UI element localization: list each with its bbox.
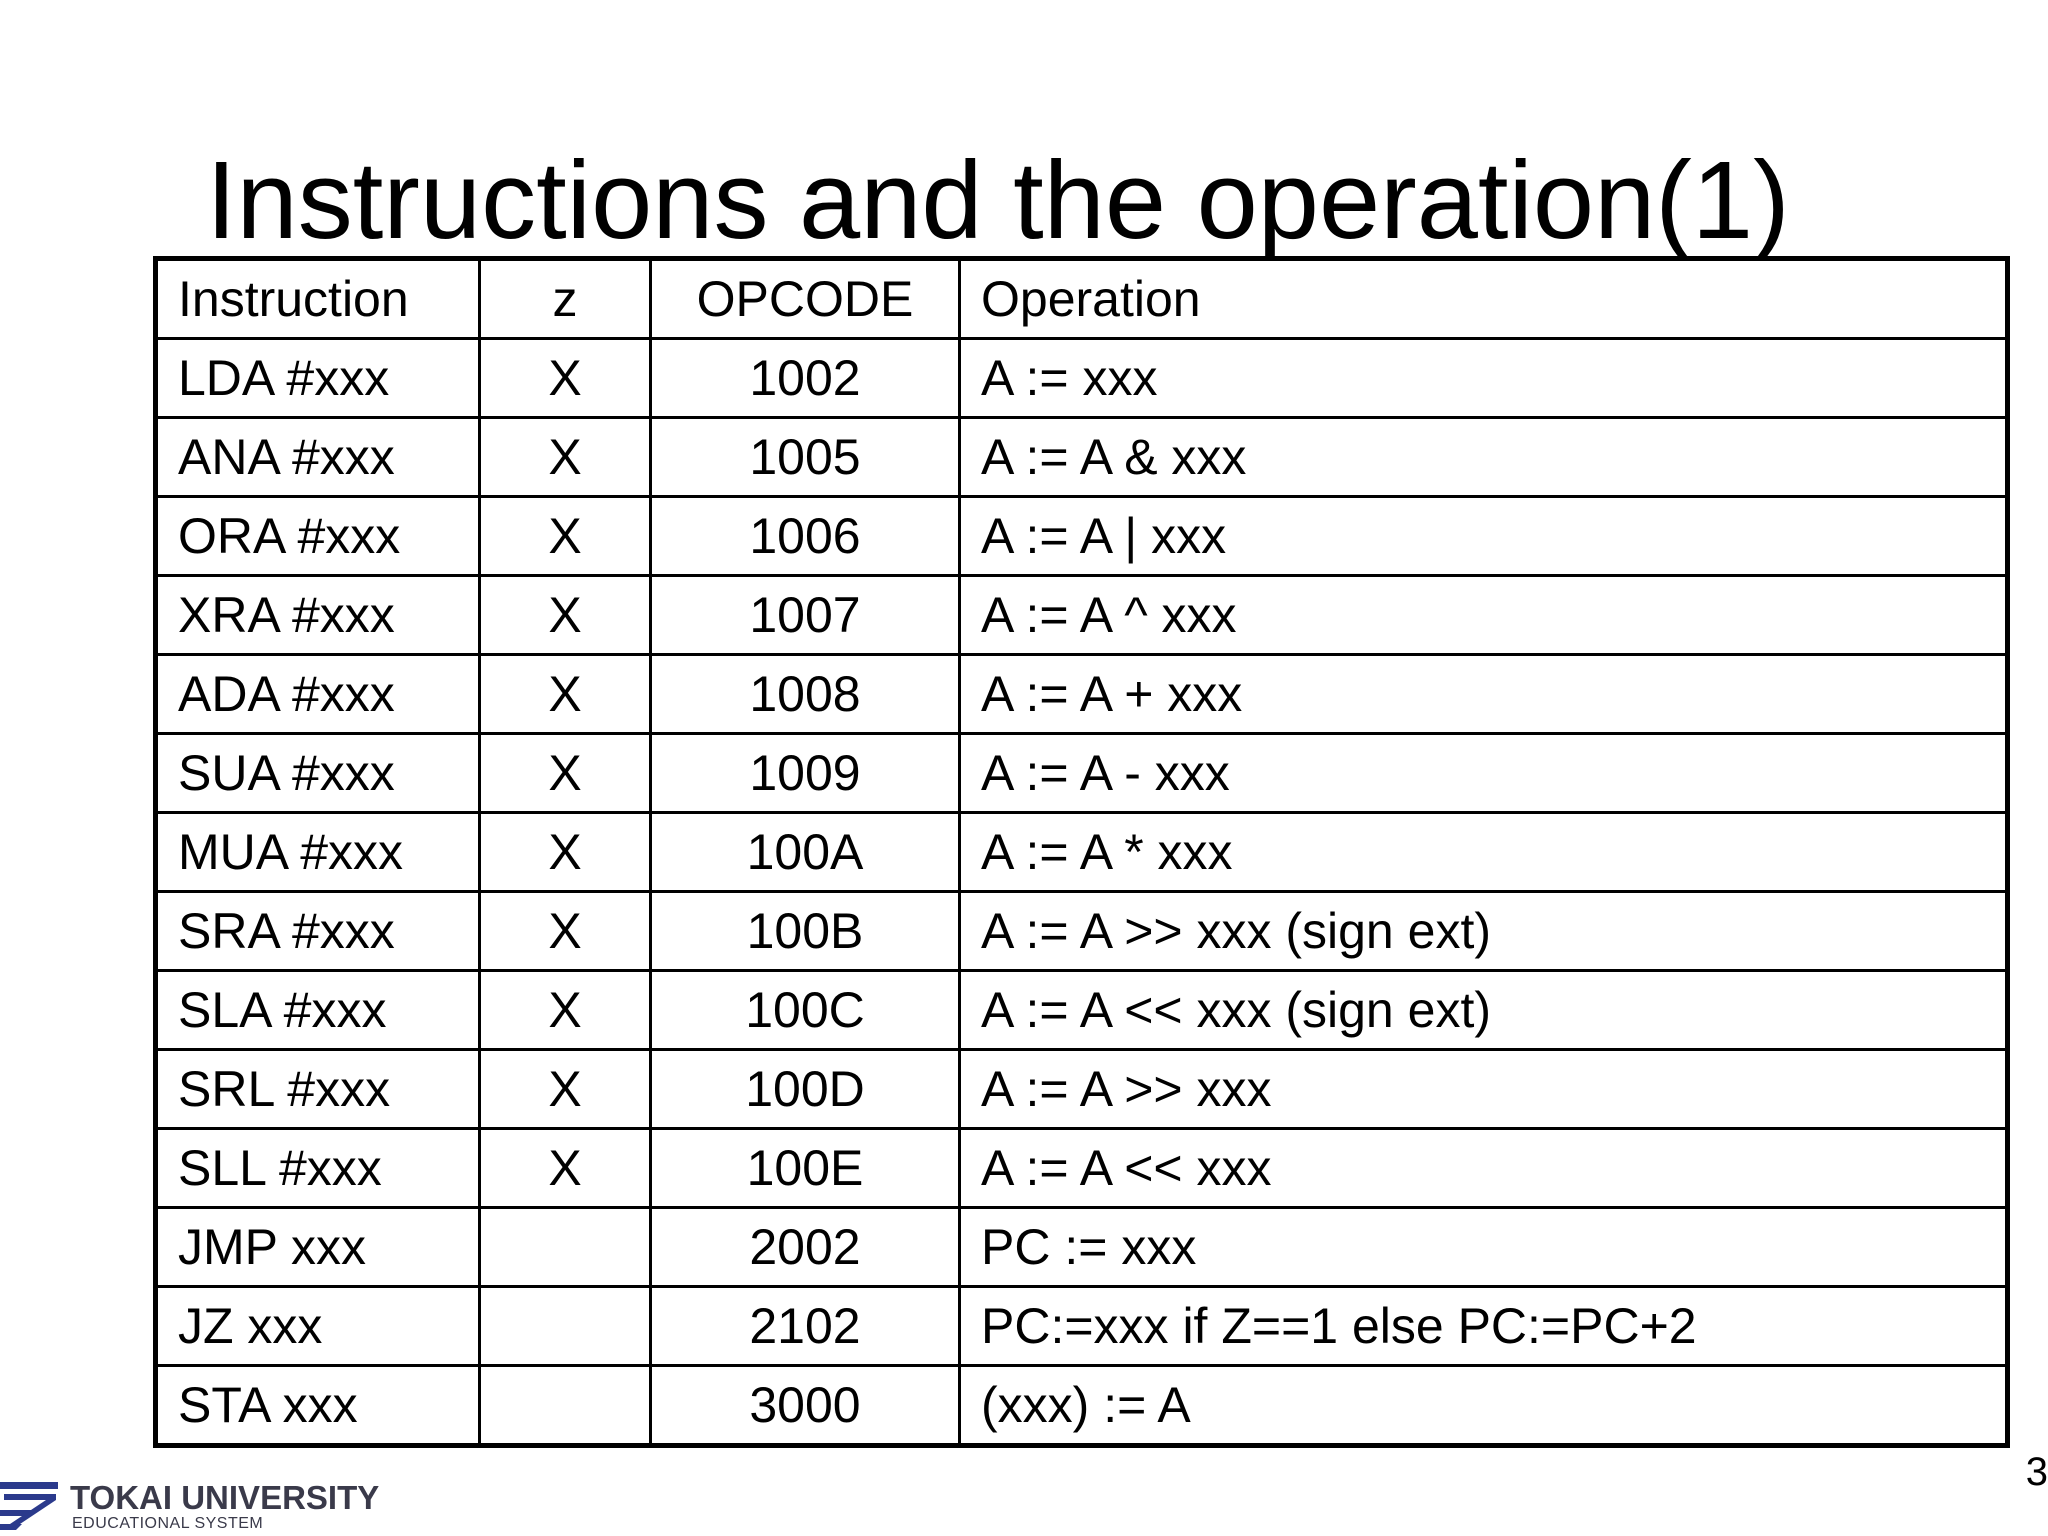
table-header-row	[156, 259, 2008, 339]
table-row	[156, 418, 2008, 497]
cell-operation: A := A << xxx	[960, 1129, 2008, 1208]
table-row	[156, 971, 2008, 1050]
cell-operation: A := A | xxx	[960, 497, 2008, 576]
cell-z: X	[480, 1050, 651, 1129]
cell-operation: A := A << xxx (sign ext)	[960, 971, 2008, 1050]
cell-operation: A := A * xxx	[960, 813, 2008, 892]
tokai-university-emblem-icon	[0, 1480, 62, 1536]
cell-opcode: 3000	[651, 1366, 960, 1446]
cell-operation: A := xxx	[960, 339, 2008, 418]
cell-z: X	[480, 734, 651, 813]
cell-z	[480, 1208, 651, 1287]
cell-operation: A := A & xxx	[960, 418, 2008, 497]
slide-title: Instructions and the operation(1)	[206, 139, 1790, 262]
cell-instruction: SRL #xxx	[156, 1050, 480, 1129]
table-row	[156, 1208, 2008, 1287]
cell-operation: A := A + xxx	[960, 655, 2008, 734]
table-row	[156, 576, 2008, 655]
cell-instruction: XRA #xxx	[156, 576, 480, 655]
cell-instruction: SUA #xxx	[156, 734, 480, 813]
cell-z	[480, 1287, 651, 1366]
cell-operation: A := A ^ xxx	[960, 576, 2008, 655]
header-operation: Operation	[960, 259, 2008, 339]
cell-instruction: STA xxx	[156, 1366, 480, 1446]
cell-instruction: SLL #xxx	[156, 1129, 480, 1208]
table-row	[156, 1129, 2008, 1208]
table-row	[156, 813, 2008, 892]
cell-z	[480, 1366, 651, 1446]
cell-z: X	[480, 813, 651, 892]
cell-operation: PC:=xxx if Z==1 else PC:=PC+2	[960, 1287, 2008, 1366]
cell-opcode: 100D	[651, 1050, 960, 1129]
university-logo	[0, 1480, 420, 1536]
cell-opcode: 1009	[651, 734, 960, 813]
cell-opcode: 100B	[651, 892, 960, 971]
table-row	[156, 339, 2008, 418]
cell-opcode: 1002	[651, 339, 960, 418]
cell-z: X	[480, 892, 651, 971]
cell-opcode: 1007	[651, 576, 960, 655]
cell-z: X	[480, 655, 651, 734]
cell-opcode: 100A	[651, 813, 960, 892]
cell-opcode: 2102	[651, 1287, 960, 1366]
cell-opcode: 100C	[651, 971, 960, 1050]
cell-opcode: 2002	[651, 1208, 960, 1287]
logo-name: TOKAI UNIVERSITY	[70, 1479, 380, 1516]
table-row	[156, 1050, 2008, 1129]
cell-z: X	[480, 971, 651, 1050]
cell-instruction: SRA #xxx	[156, 892, 480, 971]
header-instruction: Instruction	[156, 259, 480, 339]
cell-operation: A := A >> xxx (sign ext)	[960, 892, 2008, 971]
cell-z: X	[480, 339, 651, 418]
cell-instruction: SLA #xxx	[156, 971, 480, 1050]
cell-opcode: 1008	[651, 655, 960, 734]
cell-instruction: JMP xxx	[156, 1208, 480, 1287]
table-row	[156, 1366, 2008, 1446]
page-number: 3	[2025, 1450, 2048, 1494]
cell-instruction: ANA #xxx	[156, 418, 480, 497]
cell-opcode: 100E	[651, 1129, 960, 1208]
cell-operation: A := A - xxx	[960, 734, 2008, 813]
cell-instruction: ORA #xxx	[156, 497, 480, 576]
table-row	[156, 497, 2008, 576]
cell-z: X	[480, 576, 651, 655]
logo-subtitle: EDUCATIONAL SYSTEM	[72, 1515, 264, 1532]
table-row	[156, 655, 2008, 734]
table-row	[156, 1287, 2008, 1366]
cell-instruction: MUA #xxx	[156, 813, 480, 892]
header-z: z	[480, 259, 651, 339]
cell-instruction: ADA #xxx	[156, 655, 480, 734]
cell-opcode: 1006	[651, 497, 960, 576]
cell-operation: (xxx) := A	[960, 1366, 2008, 1446]
table-row	[156, 734, 2008, 813]
cell-z: X	[480, 497, 651, 576]
cell-z: X	[480, 1129, 651, 1208]
cell-operation: PC := xxx	[960, 1208, 2008, 1287]
cell-operation: A := A >> xxx	[960, 1050, 2008, 1129]
cell-opcode: 1005	[651, 418, 960, 497]
table-row	[156, 892, 2008, 971]
header-opcode: OPCODE	[651, 259, 960, 339]
instruction-table	[153, 256, 2010, 1448]
cell-z: X	[480, 418, 651, 497]
cell-instruction: JZ xxx	[156, 1287, 480, 1366]
cell-instruction: LDA #xxx	[156, 339, 480, 418]
